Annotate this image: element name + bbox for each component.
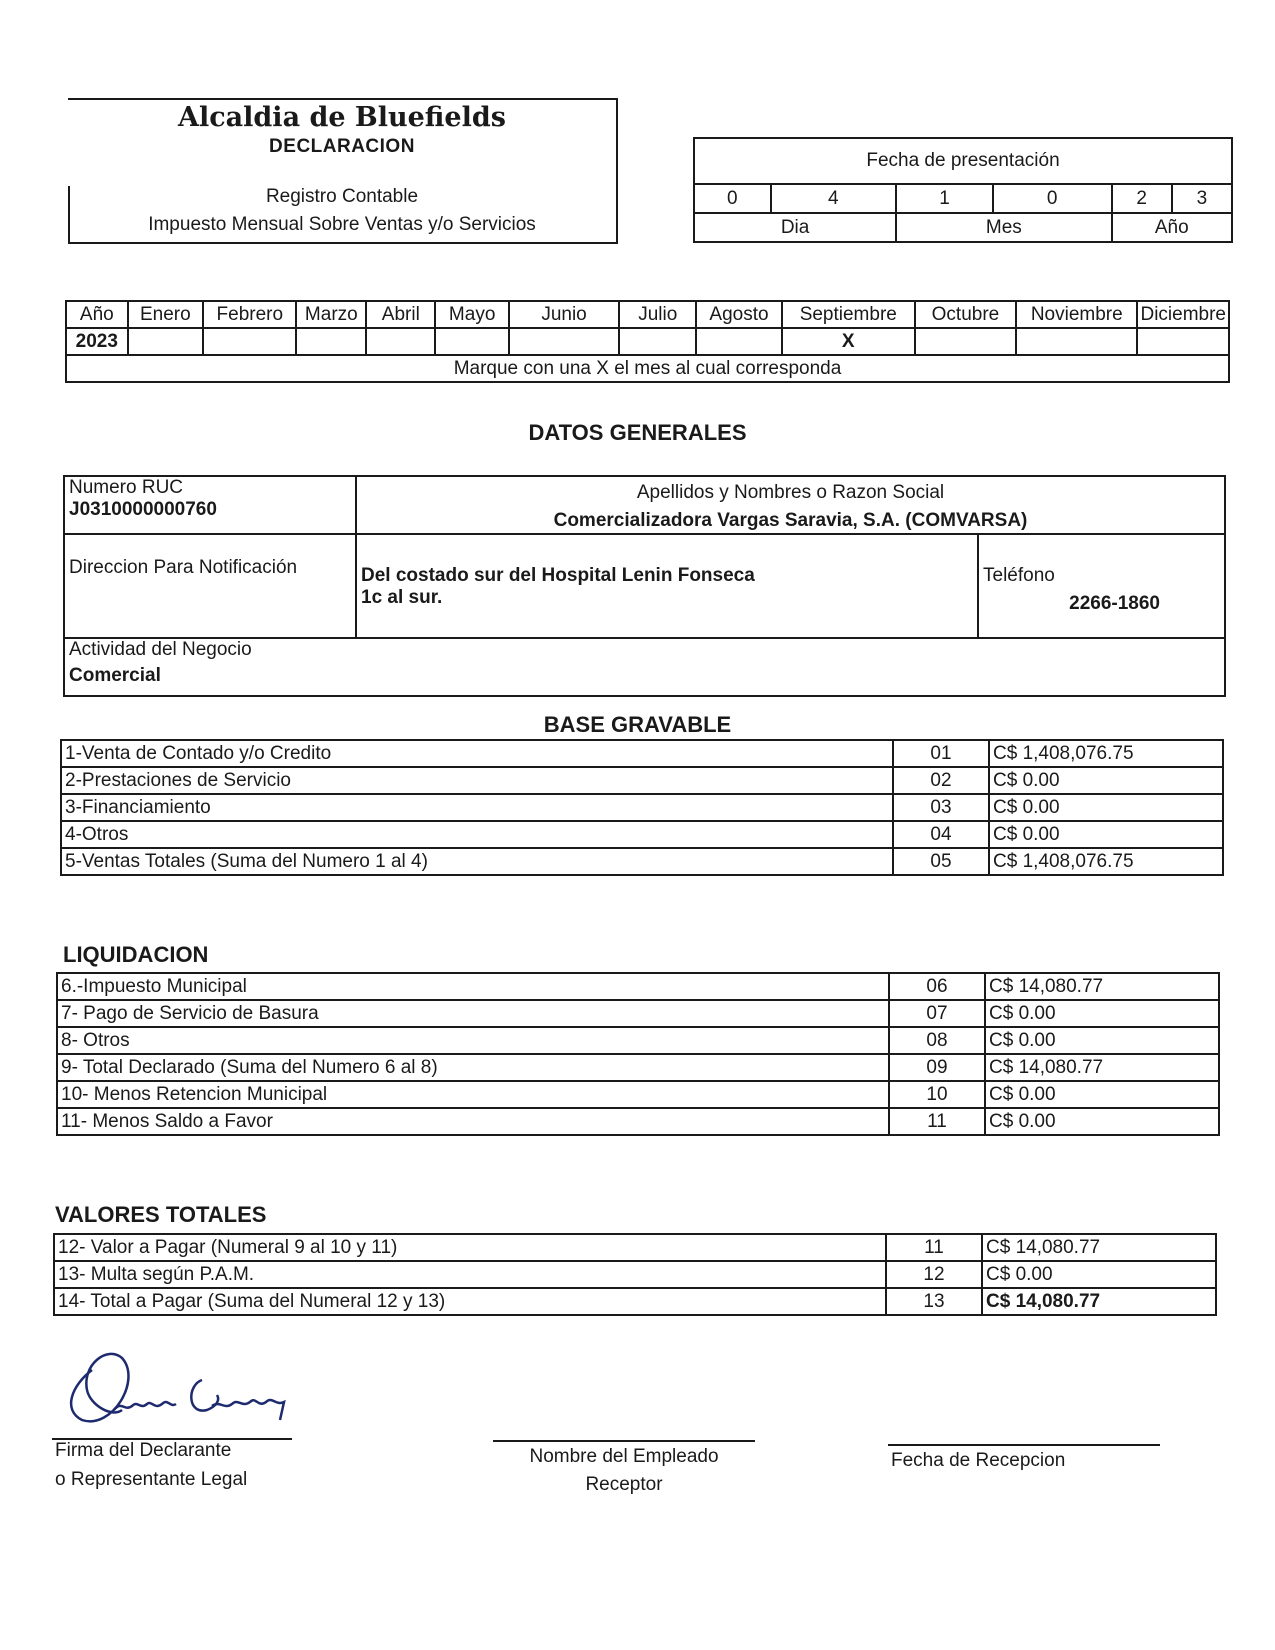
month-header: Febrero [203, 301, 296, 328]
table-row [57, 1054, 1219, 1081]
row-value: C$ 0.00 [989, 821, 1223, 848]
row-label: 12- Valor a Pagar (Numeral 9 al 10 y 11) [54, 1234, 886, 1261]
row-code: 01 [893, 740, 989, 767]
month-header: Agosto [696, 301, 781, 328]
row-label: 1-Venta de Contado y/o Credito [61, 740, 893, 767]
registry-line-2: Impuesto Mensual Sobre Ventas y/o Servicios [148, 214, 536, 235]
row-code: 06 [889, 973, 985, 1000]
table-row [61, 848, 1223, 875]
row-label: 11- Menos Saldo a Favor [57, 1108, 889, 1135]
month-header: Enero [128, 301, 203, 328]
row-code: 05 [893, 848, 989, 875]
declarante-label-1: Firma del Declarante [55, 1440, 232, 1461]
month-mark [1016, 328, 1137, 355]
table-row [57, 1000, 1219, 1027]
fecha-digit: 3 [1172, 184, 1232, 213]
signature-image [52, 1340, 302, 1435]
row-value: C$ 1,408,076.75 [989, 848, 1223, 875]
row-value: C$ 0.00 [982, 1261, 1216, 1288]
row-value: C$ 14,080.77 [982, 1234, 1216, 1261]
row-value: C$ 14,080.77 [985, 1054, 1219, 1081]
table-row [54, 1288, 1216, 1315]
row-value-total: C$ 14,080.77 [982, 1288, 1216, 1315]
row-label: 6.-Impuesto Municipal [57, 973, 889, 1000]
month-mark-septiembre: X [782, 328, 915, 355]
document-kind: DECLARACION [269, 136, 415, 157]
base-gravable-heading: BASE GRAVABLE [543, 712, 732, 737]
month-header: Mayo [435, 301, 508, 328]
month-mark [619, 328, 696, 355]
row-code: 07 [889, 1000, 985, 1027]
telefono-cell [978, 534, 1225, 638]
row-code: 02 [893, 767, 989, 794]
month-mark [915, 328, 1016, 355]
row-code: 04 [893, 821, 989, 848]
telefono-label: Teléfono [983, 565, 1055, 586]
datos-generales-table [63, 475, 1226, 697]
direccion-line-2: 1c al sur. [361, 587, 443, 608]
fecha-recepcion-line [888, 1444, 1160, 1446]
base-gravable-table [60, 739, 1224, 876]
month-header: Septiembre [782, 301, 915, 328]
fecha-label-dia: Dia [694, 213, 896, 242]
year-header: Año [66, 301, 128, 328]
periodo-instruction: Marque con una X el mes al cual corresponda [66, 355, 1229, 382]
row-code: 11 [886, 1234, 982, 1261]
fecha-title: Fecha de presentación [694, 138, 1232, 184]
fecha-digit: 0 [694, 184, 771, 213]
row-label: 2-Prestaciones de Servicio [61, 767, 893, 794]
row-value: C$ 0.00 [989, 794, 1223, 821]
empleado-label-2: Receptor [585, 1474, 663, 1495]
declarante-label-2: o Representante Legal [55, 1469, 248, 1490]
month-header: Marzo [296, 301, 366, 328]
actividad-label: Actividad del Negocio [69, 639, 252, 660]
liquidacion-table [56, 972, 1220, 1136]
year-value: 2023 [66, 328, 128, 355]
fecha-digit: 1 [896, 184, 993, 213]
row-code: 08 [889, 1027, 985, 1054]
month-mark [128, 328, 203, 355]
row-code: 13 [886, 1288, 982, 1315]
table-row [57, 1108, 1219, 1135]
fecha-digit: 2 [1112, 184, 1172, 213]
month-mark [435, 328, 508, 355]
month-mark [509, 328, 619, 355]
row-code: 10 [889, 1081, 985, 1108]
razon-cell [356, 476, 1225, 534]
fecha-recepcion-label: Fecha de Recepcion [891, 1450, 1066, 1471]
month-mark [1137, 328, 1229, 355]
actividad-value: Comercial [69, 665, 161, 686]
direccion-value-cell [356, 534, 978, 638]
month-header: Noviembre [1016, 301, 1137, 328]
row-value: C$ 0.00 [985, 1108, 1219, 1135]
month-mark [366, 328, 435, 355]
ruc-label: Numero RUC [69, 477, 184, 498]
table-row [57, 1027, 1219, 1054]
ruc-value: J0310000000760 [69, 499, 217, 520]
actividad-cell [64, 638, 1225, 696]
fecha-digit: 4 [771, 184, 897, 213]
table-row [61, 794, 1223, 821]
direccion-line-1: Del costado sur del Hospital Lenin Fonseca [361, 565, 755, 586]
header-box [68, 98, 618, 244]
valores-totales-heading: VALORES TOTALES [55, 1202, 267, 1227]
fecha-presentacion-table [693, 137, 1233, 243]
row-label: 7- Pago de Servicio de Basura [57, 1000, 889, 1027]
table-row [57, 1081, 1219, 1108]
row-value: C$ 0.00 [985, 1000, 1219, 1027]
table-row [57, 973, 1219, 1000]
table-row [54, 1261, 1216, 1288]
datos-generales-heading: DATOS GENERALES [528, 420, 747, 445]
row-value: C$ 0.00 [989, 767, 1223, 794]
month-mark [203, 328, 296, 355]
empleado-signature-line [493, 1440, 755, 1442]
row-code: 09 [889, 1054, 985, 1081]
month-header: Octubre [915, 301, 1016, 328]
row-value: C$ 0.00 [985, 1027, 1219, 1054]
row-value: C$ 14,080.77 [985, 973, 1219, 1000]
month-header: Junio [509, 301, 619, 328]
row-code: 03 [893, 794, 989, 821]
table-row [54, 1234, 1216, 1261]
ruc-cell [64, 476, 356, 534]
razon-value: Comercializadora Vargas Saravia, S.A. (COMVARSA) [553, 510, 1028, 531]
razon-label: Apellidos y Nombres o Razon Social [636, 482, 945, 503]
row-label: 4-Otros [61, 821, 893, 848]
valores-totales-table [53, 1233, 1217, 1316]
row-label: 9- Total Declarado (Suma del Numero 6 al 8) [57, 1054, 889, 1081]
row-label: 10- Menos Retencion Municipal [57, 1081, 889, 1108]
empleado-label-1: Nombre del Empleado [529, 1446, 719, 1467]
row-label: 8- Otros [57, 1027, 889, 1054]
org-name: Alcaldia de Bluefields [178, 102, 506, 133]
month-header: Abril [366, 301, 435, 328]
row-value: C$ 0.00 [985, 1081, 1219, 1108]
table-row [61, 740, 1223, 767]
row-label: 5-Ventas Totales (Suma del Numero 1 al 4) [61, 848, 893, 875]
row-value: C$ 1,408,076.75 [989, 740, 1223, 767]
periodo-table [65, 300, 1230, 383]
direccion-label: Direccion Para Notificación [64, 534, 356, 638]
telefono-value: 2266-1860 [1069, 593, 1160, 614]
fecha-digit: 0 [993, 184, 1112, 213]
fecha-label-ano: Año [1112, 213, 1232, 242]
row-code: 11 [889, 1108, 985, 1135]
table-row [61, 821, 1223, 848]
row-label: 3-Financiamiento [61, 794, 893, 821]
fecha-label-mes: Mes [896, 213, 1111, 242]
month-header: Diciembre [1137, 301, 1229, 328]
month-mark [696, 328, 781, 355]
liquidacion-heading: LIQUIDACION [63, 942, 209, 967]
registry-line-1: Registro Contable [265, 186, 419, 207]
month-mark [296, 328, 366, 355]
row-code: 12 [886, 1261, 982, 1288]
row-label: 13- Multa según P.A.M. [54, 1261, 886, 1288]
month-header: Julio [619, 301, 696, 328]
table-row [61, 767, 1223, 794]
row-label: 14- Total a Pagar (Suma del Numeral 12 y 13) [54, 1288, 886, 1315]
